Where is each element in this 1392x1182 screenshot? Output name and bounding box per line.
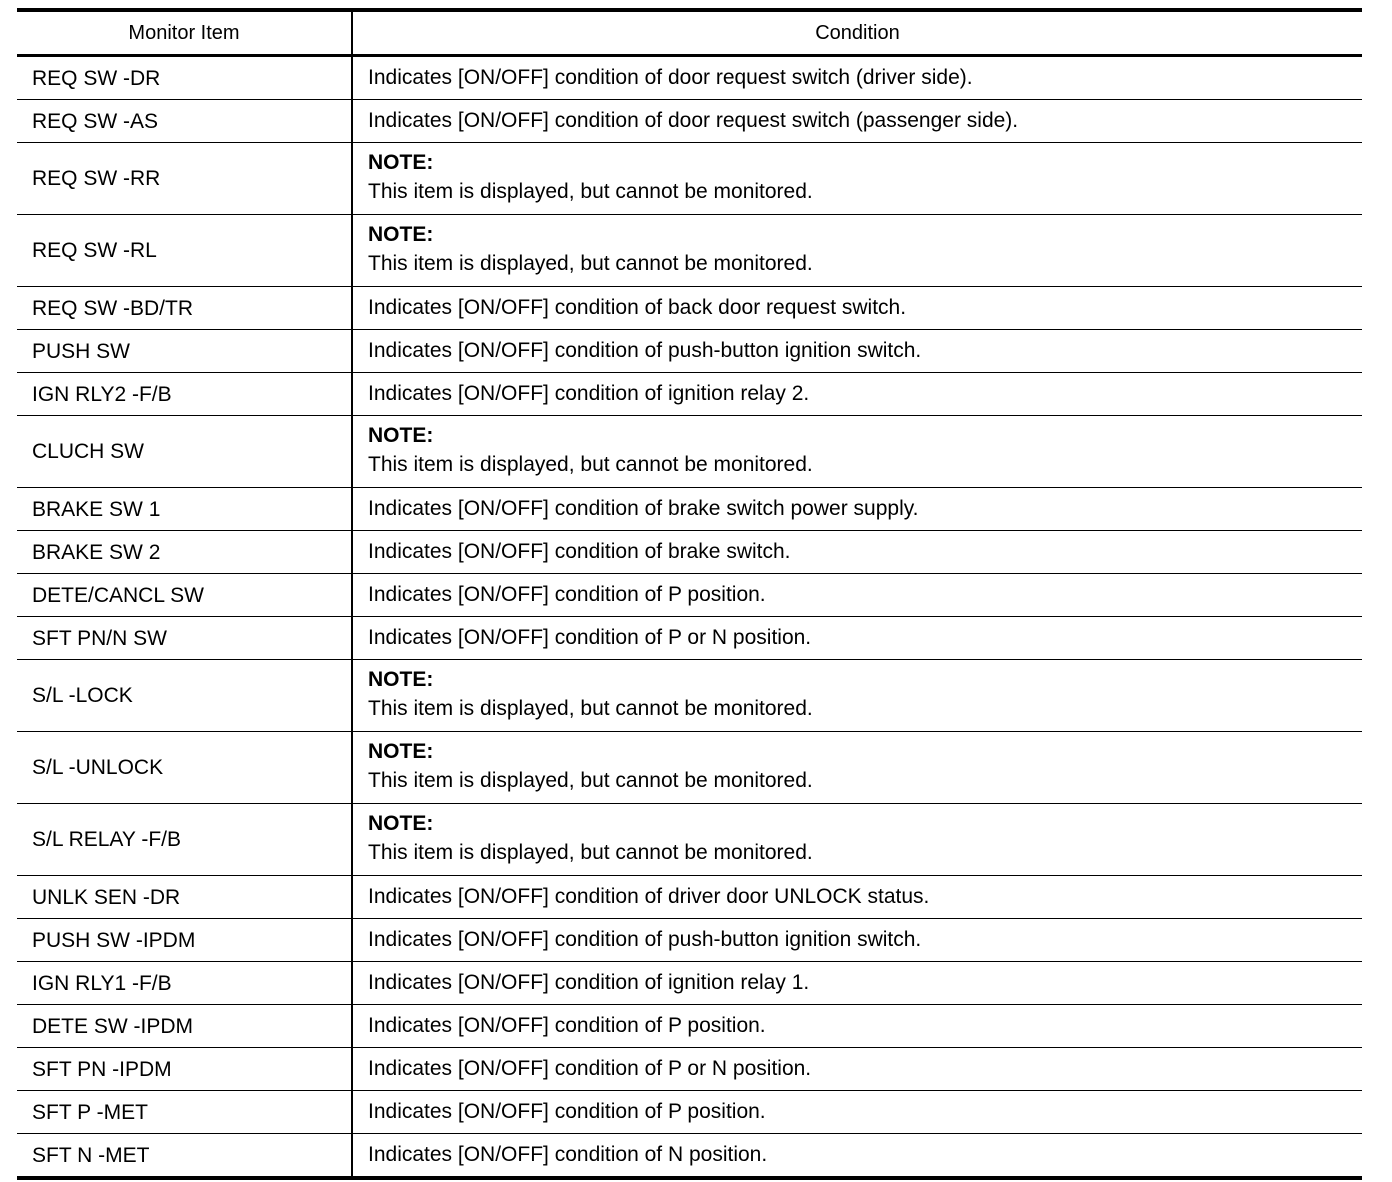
table-row bbox=[17, 531, 1362, 574]
condition-cell: Indicates [ON/OFF] condition of door request switch (driver side). bbox=[352, 56, 1362, 100]
table-row bbox=[17, 143, 1362, 215]
condition-cell: Indicates [ON/OFF] condition of door request switch (passenger side). bbox=[352, 100, 1362, 143]
monitor-item-cell: S/L -UNLOCK bbox=[17, 732, 352, 804]
condition-cell bbox=[352, 660, 1362, 732]
table-row bbox=[17, 1005, 1362, 1048]
table-row bbox=[17, 660, 1362, 732]
condition-cell: Indicates [ON/OFF] condition of P or N position. bbox=[352, 617, 1362, 660]
condition-cell: Indicates [ON/OFF] condition of back door request switch. bbox=[352, 287, 1362, 330]
monitor-item-cell: PUSH SW bbox=[17, 330, 352, 373]
table-row bbox=[17, 574, 1362, 617]
table-row bbox=[17, 919, 1362, 962]
table-row bbox=[17, 56, 1362, 100]
condition-cell: Indicates [ON/OFF] condition of push-button ignition switch. bbox=[352, 330, 1362, 373]
condition-cell bbox=[352, 143, 1362, 215]
table-row bbox=[17, 330, 1362, 373]
table-row bbox=[17, 215, 1362, 287]
condition-cell: Indicates [ON/OFF] condition of ignition relay 2. bbox=[352, 373, 1362, 416]
monitor-item-cell: SFT PN -IPDM bbox=[17, 1048, 352, 1091]
monitor-item-cell: REQ SW -RL bbox=[17, 215, 352, 287]
table-row bbox=[17, 416, 1362, 488]
monitor-item-cell: S/L -LOCK bbox=[17, 660, 352, 732]
table-header-row bbox=[17, 10, 1362, 56]
table-row bbox=[17, 804, 1362, 876]
table-row bbox=[17, 488, 1362, 531]
condition-cell: Indicates [ON/OFF] condition of P or N position. bbox=[352, 1048, 1362, 1091]
monitor-item-cell: IGN RLY2 -F/B bbox=[17, 373, 352, 416]
monitor-item-cell: CLUCH SW bbox=[17, 416, 352, 488]
monitor-item-cell: S/L RELAY -F/B bbox=[17, 804, 352, 876]
table-row bbox=[17, 1048, 1362, 1091]
condition-cell: Indicates [ON/OFF] condition of driver door UNLOCK status. bbox=[352, 876, 1362, 919]
monitor-item-cell: BRAKE SW 1 bbox=[17, 488, 352, 531]
table-row bbox=[17, 876, 1362, 919]
monitor-item-cell: SFT N -MET bbox=[17, 1134, 352, 1179]
table-body bbox=[17, 56, 1362, 1179]
note-label: NOTE: bbox=[368, 424, 434, 447]
note-text: This item is displayed, but cannot be monitored. bbox=[368, 769, 813, 792]
monitor-item-cell: DETE/CANCL SW bbox=[17, 574, 352, 617]
note-label: NOTE: bbox=[368, 740, 434, 763]
condition-cell: Indicates [ON/OFF] condition of brake switch. bbox=[352, 531, 1362, 574]
condition-cell: Indicates [ON/OFF] condition of P position. bbox=[352, 1005, 1362, 1048]
note-label: NOTE: bbox=[368, 668, 434, 691]
table-row bbox=[17, 962, 1362, 1005]
monitor-item-cell: SFT P -MET bbox=[17, 1091, 352, 1134]
note-text: This item is displayed, but cannot be monitored. bbox=[368, 252, 813, 275]
condition-cell bbox=[352, 732, 1362, 804]
condition-cell: Indicates [ON/OFF] condition of ignition relay 1. bbox=[352, 962, 1362, 1005]
condition-cell bbox=[352, 215, 1362, 287]
table-row bbox=[17, 732, 1362, 804]
monitor-item-cell: PUSH SW -IPDM bbox=[17, 919, 352, 962]
monitor-item-cell: DETE SW -IPDM bbox=[17, 1005, 352, 1048]
table-row bbox=[17, 1134, 1362, 1179]
monitor-item-cell: REQ SW -RR bbox=[17, 143, 352, 215]
note-label: NOTE: bbox=[368, 223, 434, 246]
table-row bbox=[17, 287, 1362, 330]
monitor-item-table bbox=[17, 8, 1362, 1180]
table-row bbox=[17, 100, 1362, 143]
note-text: This item is displayed, but cannot be monitored. bbox=[368, 180, 813, 203]
note-text: This item is displayed, but cannot be monitored. bbox=[368, 697, 813, 720]
monitor-item-cell: BRAKE SW 2 bbox=[17, 531, 352, 574]
table-row bbox=[17, 1091, 1362, 1134]
note-label: NOTE: bbox=[368, 151, 434, 174]
condition-cell bbox=[352, 416, 1362, 488]
note-text: This item is displayed, but cannot be monitored. bbox=[368, 453, 813, 476]
condition-cell bbox=[352, 804, 1362, 876]
table-row bbox=[17, 617, 1362, 660]
note-text: This item is displayed, but cannot be monitored. bbox=[368, 841, 813, 864]
monitor-item-cell: REQ SW -BD/TR bbox=[17, 287, 352, 330]
header-monitor-item: Monitor Item bbox=[17, 10, 352, 56]
note-label: NOTE: bbox=[368, 812, 434, 835]
condition-cell: Indicates [ON/OFF] condition of N position. bbox=[352, 1134, 1362, 1179]
condition-cell: Indicates [ON/OFF] condition of P position. bbox=[352, 1091, 1362, 1134]
condition-cell: Indicates [ON/OFF] condition of push-button ignition switch. bbox=[352, 919, 1362, 962]
monitor-item-cell: SFT PN/N SW bbox=[17, 617, 352, 660]
condition-cell: Indicates [ON/OFF] condition of P position. bbox=[352, 574, 1362, 617]
monitor-item-cell: REQ SW -DR bbox=[17, 56, 352, 100]
monitor-item-cell: IGN RLY1 -F/B bbox=[17, 962, 352, 1005]
monitor-item-cell: UNLK SEN -DR bbox=[17, 876, 352, 919]
condition-cell: Indicates [ON/OFF] condition of brake switch power supply. bbox=[352, 488, 1362, 531]
table-row bbox=[17, 373, 1362, 416]
monitor-item-cell: REQ SW -AS bbox=[17, 100, 352, 143]
header-condition: Condition bbox=[352, 10, 1362, 56]
